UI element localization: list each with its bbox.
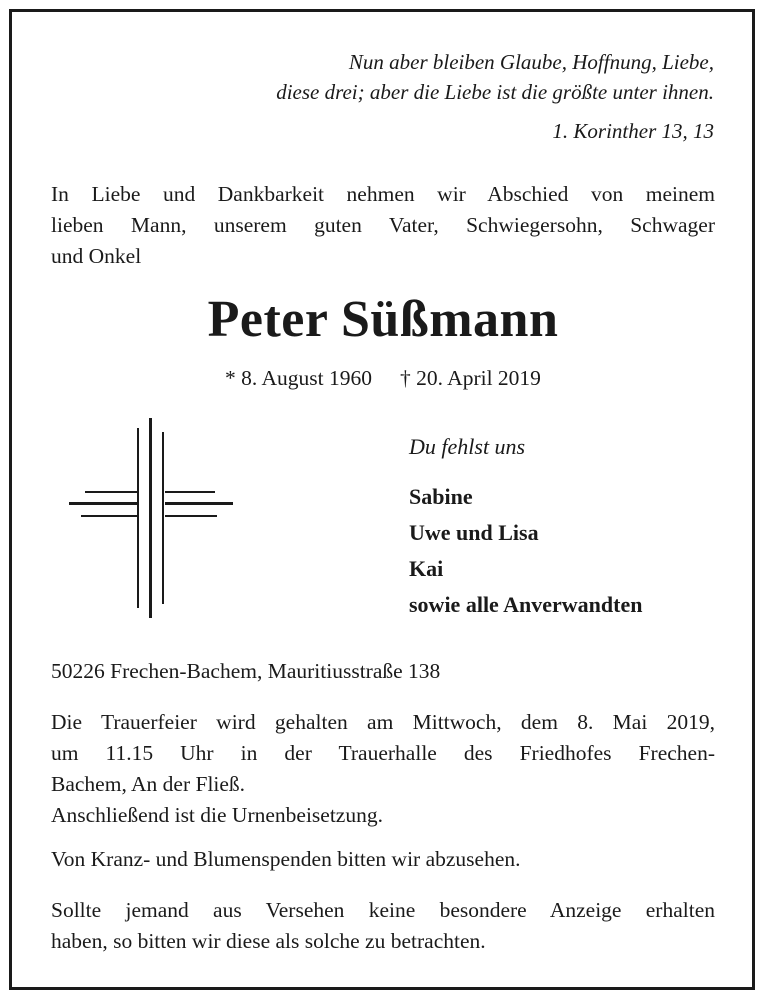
flowers-request: Von Kranz- und Blumenspenden bitten wir abzusehen. (51, 847, 521, 871)
notice-line-2: haben, so bitten wir diese als solche zu betrachten. (51, 929, 486, 953)
bible-verse-line-1: Nun aber bleiben Glaube, Hoffnung, Liebe, (348, 50, 714, 74)
bible-verse-line-2: diese drei; aber die Liebe ist die größte unter ihnen. (276, 80, 714, 104)
funeral-line-1: Die Trauerfeier wird gehalten am Mittwoch, dem 8. Mai 2019, (51, 710, 715, 734)
intro-line-1: In Liebe und Dankbarkeit nehmen wir Abschied von meinem (51, 182, 715, 206)
family-address: 50226 Frechen-Bachem, Mauritiusstraße 138 (51, 659, 441, 683)
mourner-name: sowie alle Anverwandten (409, 592, 643, 617)
mourning-heading: Du fehlst uns (409, 434, 526, 459)
mourner-name: Kai (409, 556, 444, 581)
funeral-line-4: Anschließend ist die Urnenbeisetzung. (51, 803, 383, 827)
cross-icon (65, 412, 237, 618)
intro-line-3: und Onkel (51, 244, 142, 268)
mourner-name: Sabine (409, 484, 473, 509)
funeral-line-2: um 11.15 Uhr in der Trauerhalle des Friedhofes Frechen- (51, 741, 715, 765)
birth-date: * 8. August 1960 (225, 366, 372, 390)
mourners-list (409, 479, 642, 623)
funeral-details (51, 707, 715, 831)
notice-paragraph (51, 895, 715, 957)
funeral-line-3: Bachem, An der Fließ. (51, 772, 246, 796)
notice-line-1: Sollte jemand aus Versehen keine besondere Anzeige erhalten (51, 898, 715, 922)
intro-paragraph (51, 179, 715, 272)
life-dates (0, 363, 766, 393)
deceased-name: Peter Süßmann (207, 291, 559, 348)
death-date: † 20. April 2019 (399, 366, 541, 390)
intro-line-2: lieben Mann, unserem guten Vater, Schwiegersohn, Schwager (51, 213, 715, 237)
bible-verse-reference: 1. Korinther 13, 13 (552, 119, 714, 143)
mourner-name: Uwe und Lisa (409, 520, 539, 545)
